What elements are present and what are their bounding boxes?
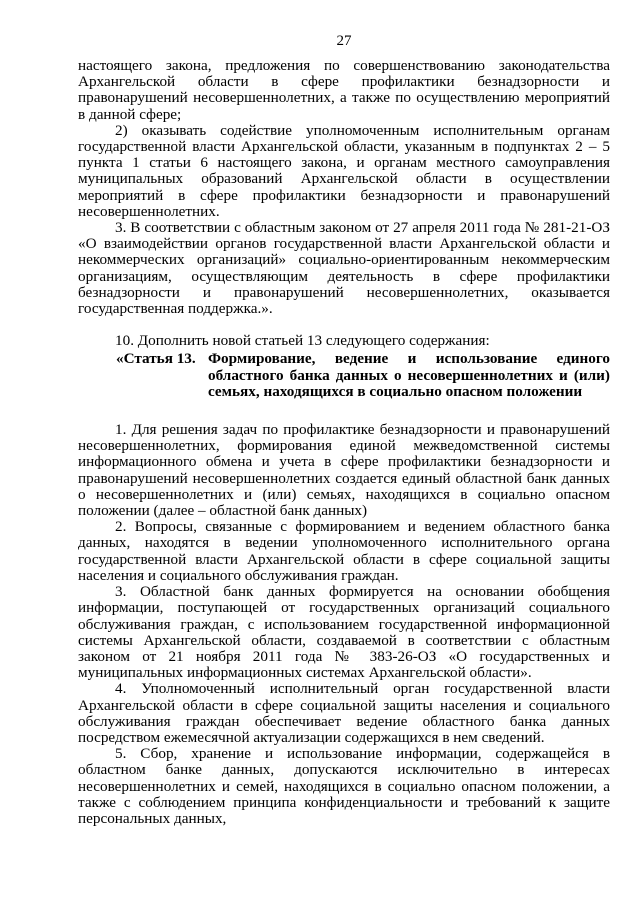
spacer (78, 400, 610, 422)
page-number: 27 (336, 33, 352, 49)
spacer (78, 317, 610, 333)
paragraph-continuation: настоящего закона, предложения по совершенствованию законодательства Архангельской области в сфере профилактики безнадзорности и правонарушений несовершеннолетних, а также по осуществлению мероприятий в данной сфере; (78, 57, 610, 123)
article-title: Формирование, ведение и использование единого областного банка данных о несовершеннолетних и (или) семьях, находящихся в социально опасном положении (208, 350, 610, 400)
article-paragraph-1: 1. Для решения задач по профилактике безнадзорности и правонарушений несовершеннолетних, формирования единой межведомственной системы информационного обмена и учета в сфере профилактики безнадзорности и правонарушений несовершеннолетних создается единый областной банк данных о несовершеннолетних и (или) семьях, находящихся в социально опасном положении (далее – областной банк данных) (78, 421, 610, 520)
article-paragraph-3: 3. Областной банк данных формируется на основании обобщения информации, поступающей от государственных организаций социального обслуживания граждан, с использованием государственной информационной системы Архангельской области, создаваемой в соответствии с областным законом от 21 ноября 2011 года № 383-26-ОЗ «О государственных и муниципальных информационных системах Архангельской области». (78, 583, 610, 682)
article-label: «Статья 13. (116, 350, 196, 368)
paragraph-item-2: 2) оказывать содействие уполномоченным исполнительным органам государственной власти Архангельской области, указанным в подпунктах 2 – 5 пункта 1 статьи 6 настоящего закона, и органам местного самоуправления муниципальных образований Архангельской области в осуществлении мероприятий в сфере профилактики безнадзорности и правонарушений несовершеннолетних. (78, 121, 610, 220)
document-body (78, 58, 610, 827)
article-paragraph-4: 4. Уполномоченный исполнительный орган государственной власти Архангельской области в сфере социальной защиты населения и социального обслуживания граждан обеспечивает ведение областного банка данных посредством ежемесячной актуализации содержащихся в нем сведений. (78, 680, 610, 746)
article-heading (78, 351, 610, 400)
article-paragraph-2: 2. Вопросы, связанные с формированием и ведением областного банка данных, находятся в ведении уполномоченного исполнительного органа государственной власти Архангельской области в сфере социальной защиты населения и социального обслуживания граждан. (78, 518, 610, 584)
amendment-line: 10. Дополнить новой статьей 13 следующего содержания: (115, 332, 490, 350)
paragraph-item-3: 3. В соответствии с областным законом от 27 апреля 2011 года № 281-21-ОЗ «О взаимодействии органов государственной власти Архангельской области и некоммерческих организаций» социально-ориентированным некоммерческим организациям, осуществляющим деятельность в сфере профилактики безнадзорности и правонарушений несовершеннолетних, оказывается государственная поддержка.». (78, 219, 610, 318)
article-paragraph-5: 5. Сбор, хранение и использование информации, содержащейся в областном банке данных, допускаются исключительно в интересах несовершеннолетних и семей, находящихся в социально опасном положении, а также с соблюдением принципа конфиденциальности и требований к защите персональных данных, (78, 745, 610, 827)
